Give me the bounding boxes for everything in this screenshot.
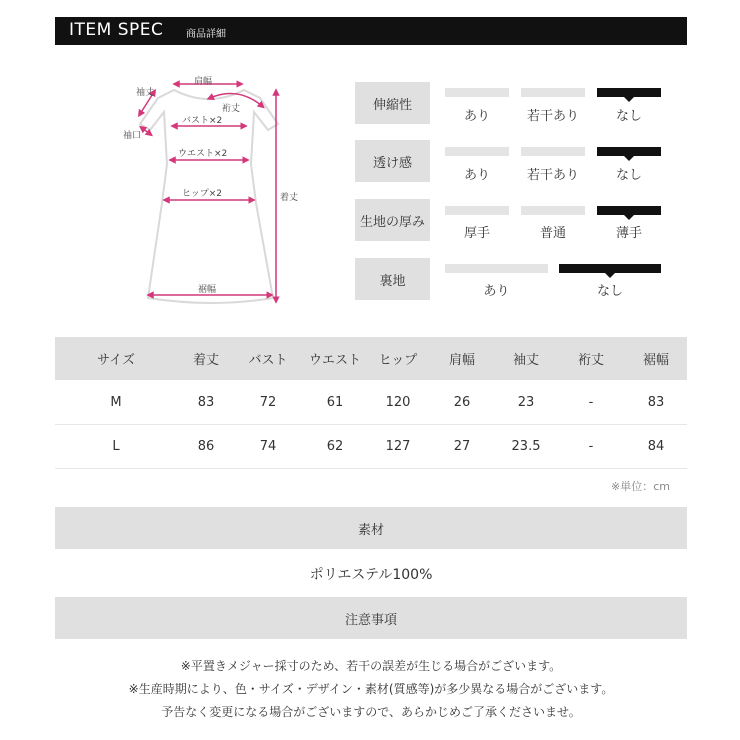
attr-stretch-option-1: あり <box>463 109 490 124</box>
size-table-cell: 84 <box>647 439 665 454</box>
label-hip: ヒップ×2 <box>182 189 222 199</box>
material-title: 素材 <box>55 507 687 549</box>
attr-thickness-option-1: 厚手 <box>463 226 490 241</box>
caution-line-2: ※生産時期により、色・サイズ・デザイン・素材(質感等)が多少異なる場合がございます。 <box>128 682 614 696</box>
size-table-cell: 72 <box>259 395 277 410</box>
size-table-cell: 120 <box>385 395 411 410</box>
attr-stretch-label: 伸縮性 <box>355 82 430 124</box>
size-table-cell: 23.5 <box>511 439 541 454</box>
attr-sheer-label: 透け感 <box>355 140 430 182</box>
attr-thickness-option-3: 薄手 <box>615 226 642 241</box>
label-sleeve-length: 袖丈 <box>136 88 155 98</box>
size-table-cell: 127 <box>385 439 411 454</box>
label-cuff: 袖口 <box>123 131 142 141</box>
attr-sheer-option-2: 若干あり <box>526 168 579 183</box>
size-table-header-cell: サイズ <box>97 353 135 368</box>
attr-sheer-bar-3-selected <box>597 147 661 156</box>
size-table-cell: 83 <box>197 395 215 410</box>
size-table-header-cell: ウエスト <box>308 353 362 368</box>
size-table-cell: - <box>588 439 594 454</box>
attr-sheer-option-3: なし <box>615 168 642 183</box>
size-table-cell: 61 <box>326 395 344 410</box>
attr-sheer-bar-2 <box>521 147 585 156</box>
size-table-header-cell: 裄丈 <box>577 353 605 368</box>
attr-thickness-label: 生地の厚み <box>355 199 430 241</box>
attr-stretch-bar-2 <box>521 88 585 97</box>
header-title: ITEM SPEC <box>69 20 164 40</box>
attr-sheer-bar-1 <box>445 147 509 156</box>
size-table-cell: 74 <box>259 439 277 454</box>
dress-measurement-diagram <box>118 68 318 313</box>
attr-thickness-bar-1 <box>445 206 509 215</box>
header-subtitle: 商品詳細 <box>186 29 226 40</box>
label-bust: バスト×2 <box>182 116 223 126</box>
size-table-header-cell: 肩幅 <box>448 353 476 368</box>
label-hem: 裾幅 <box>198 285 217 295</box>
caution-line-3: 予告なく変更になる場合がございますので、あらかじめご了承くださいませ。 <box>161 705 581 719</box>
attr-thickness-option-2: 普通 <box>539 226 566 241</box>
row-divider <box>55 424 687 425</box>
row-divider <box>55 468 687 469</box>
label-length: 着丈 <box>280 193 299 203</box>
attr-lining-label: 裏地 <box>355 258 430 300</box>
attr-lining-option-2: なし <box>596 284 623 299</box>
size-table-header-cell: バスト <box>248 353 288 368</box>
label-waist: ウエスト×2 <box>178 149 228 159</box>
size-table-cell: 26 <box>453 395 471 410</box>
attr-stretch-bar-1 <box>445 88 509 97</box>
unit-note: ※単位：cm <box>611 480 670 493</box>
size-table-cell: 23 <box>517 395 535 410</box>
attr-thickness-bar-3-selected <box>597 206 661 215</box>
attr-lining-bar-1 <box>445 264 548 273</box>
item-spec-header <box>55 17 687 45</box>
size-table-header-cell: 着丈 <box>192 353 220 368</box>
caution-line-1: ※平置きメジャー採寸のため、若干の誤差が生じる場合がございます。 <box>180 659 562 673</box>
size-table-cell: 62 <box>326 439 344 454</box>
size-table-cell: M <box>110 395 122 410</box>
label-shoulder: 肩幅 <box>194 77 213 87</box>
size-table-header-cell: 裾幅 <box>642 353 670 368</box>
material-value: ポリエステル100% <box>309 567 433 583</box>
size-table-cell: - <box>588 395 594 410</box>
size-table-cell: 83 <box>647 395 665 410</box>
attr-lining-option-1: あり <box>483 284 510 299</box>
attr-sheer-option-1: あり <box>463 168 490 183</box>
attr-stretch-option-3: なし <box>615 109 642 124</box>
attr-thickness-bar-2 <box>521 206 585 215</box>
caution-title: 注意事項 <box>55 597 687 639</box>
attr-stretch-option-2: 若干あり <box>526 109 579 124</box>
size-table-cell: 86 <box>197 439 215 454</box>
size-table-header-cell: ヒップ <box>378 353 418 368</box>
size-table-cell: 27 <box>453 439 471 454</box>
attr-stretch-bar-3-selected <box>597 88 661 97</box>
attr-lining-bar-2-selected <box>559 264 661 273</box>
label-yuki: 裄丈 <box>222 104 241 114</box>
size-table-header-cell: 袖丈 <box>512 353 540 368</box>
size-table-cell: L <box>112 439 120 454</box>
